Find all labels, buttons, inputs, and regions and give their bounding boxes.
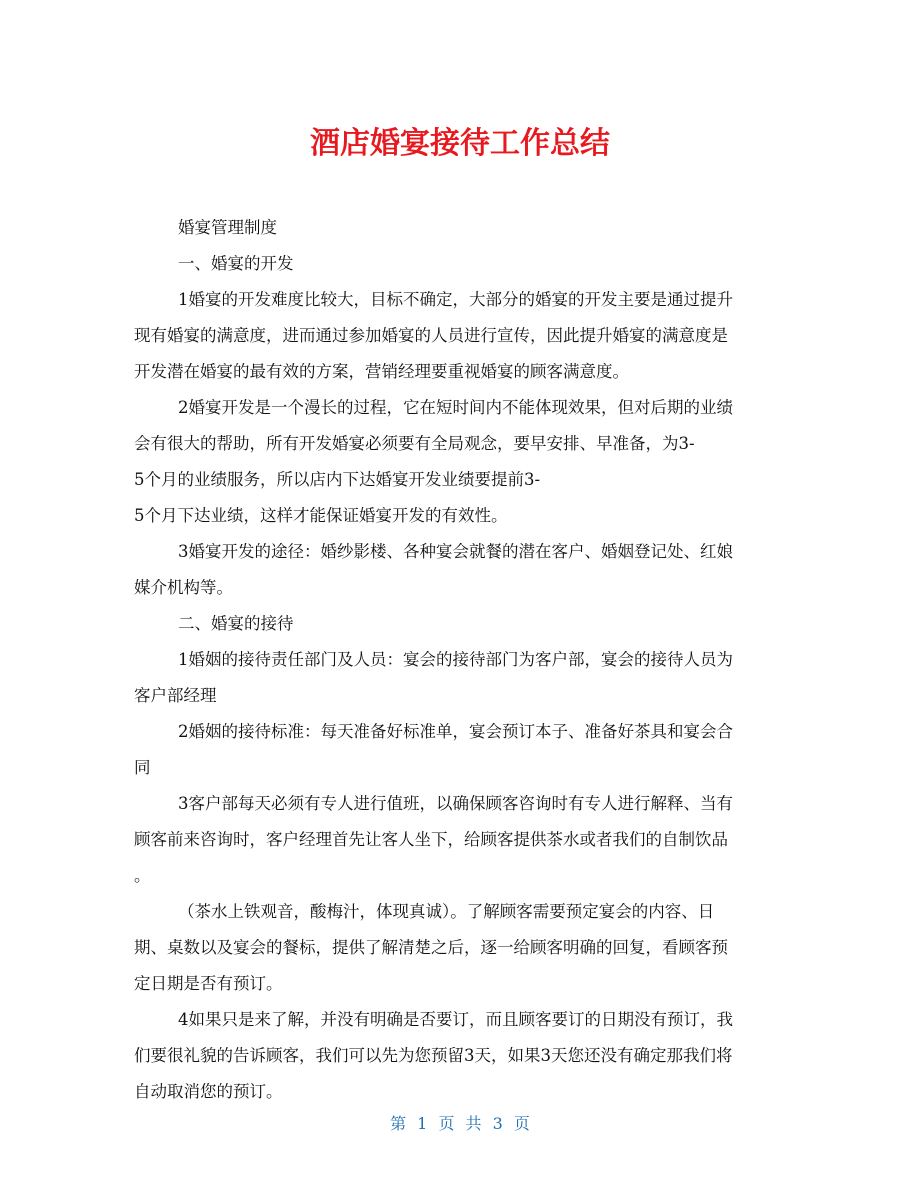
body-line: 5个月下达业绩，这样才能保证婚宴开发的有效性。 <box>134 506 508 525</box>
body-line: 1婚姻的接待责任部门及人员：宴会的接待部门为客户部，宴会的接待人员为 <box>178 650 733 669</box>
body-line: 开发潜在婚宴的最有效的方案，营销经理要重视婚宴的顾客满意度。 <box>134 362 629 381</box>
body-line: （茶水上铁观音，酸梅汁，体现真诚）。了解顾客需要预定宴会的内容、日 <box>178 902 715 921</box>
body-line: 4如果只是来了解，并没有明确是否要订，而且顾客要订的日期没有预订，我 <box>178 1010 733 1029</box>
document-title: 酒店婚宴接待工作总结 <box>310 126 610 161</box>
body-line: 们要很礼貌的告诉顾客，我们可以先为您预留3天，如果3天您还没有确定那我们将 <box>134 1046 733 1065</box>
body-line: 定日期是否有预订。 <box>134 974 283 993</box>
body-line: 会有很大的帮助，所有开发婚宴必须要有全局观念，要早安排、早准备，为3- <box>134 434 695 453</box>
body-line: 3客户部每天必须有专人进行值班，以确保顾客咨询时有专人进行解释、当有 <box>178 794 733 813</box>
body-line: 客户部经理 <box>134 686 217 705</box>
body-line: 婚宴管理制度 <box>178 218 277 237</box>
body-line: 。 <box>134 866 151 885</box>
section-heading: 一、婚宴的开发 <box>178 254 294 273</box>
body-line: 同 <box>134 758 151 777</box>
body-line: 媒介机构等。 <box>134 578 233 597</box>
body-line: 3婚宴开发的途径：婚纱影楼、各种宴会就餐的潜在客户、婚姻登记处、红娘 <box>178 542 733 561</box>
body-line: 现有婚宴的满意度，进而通过参加婚宴的人员进行宣传，因此提升婚宴的满意度是 <box>134 326 728 345</box>
body-line: 2婚宴开发是一个漫长的过程，它在短时间内不能体现效果，但对后期的业绩 <box>178 398 733 417</box>
body-line: 1婚宴的开发难度比较大，目标不确定，大部分的婚宴的开发主要是通过提升 <box>178 290 733 309</box>
body-line: 自动取消您的预订。 <box>134 1082 283 1101</box>
document-body <box>134 210 790 1110</box>
page-number-footer: 第 1 页 共 3 页 <box>390 1114 530 1133</box>
body-line: 2婚姻的接待标准：每天准备好标准单，宴会预订本子、准备好茶具和宴会合 <box>178 722 733 741</box>
body-line: 顾客前来咨询时，客户经理首先让客人坐下，给顾客提供茶水或者我们的自制饮品 <box>134 830 728 849</box>
body-line: 5个月的业绩服务，所以店内下达婚宴开发业绩要提前3- <box>134 470 541 489</box>
body-line: 期、桌数以及宴会的餐标，提供了解清楚之后，逐一给顾客明确的回复，看顾客预 <box>134 938 728 957</box>
section-heading: 二、婚宴的接待 <box>178 614 294 633</box>
